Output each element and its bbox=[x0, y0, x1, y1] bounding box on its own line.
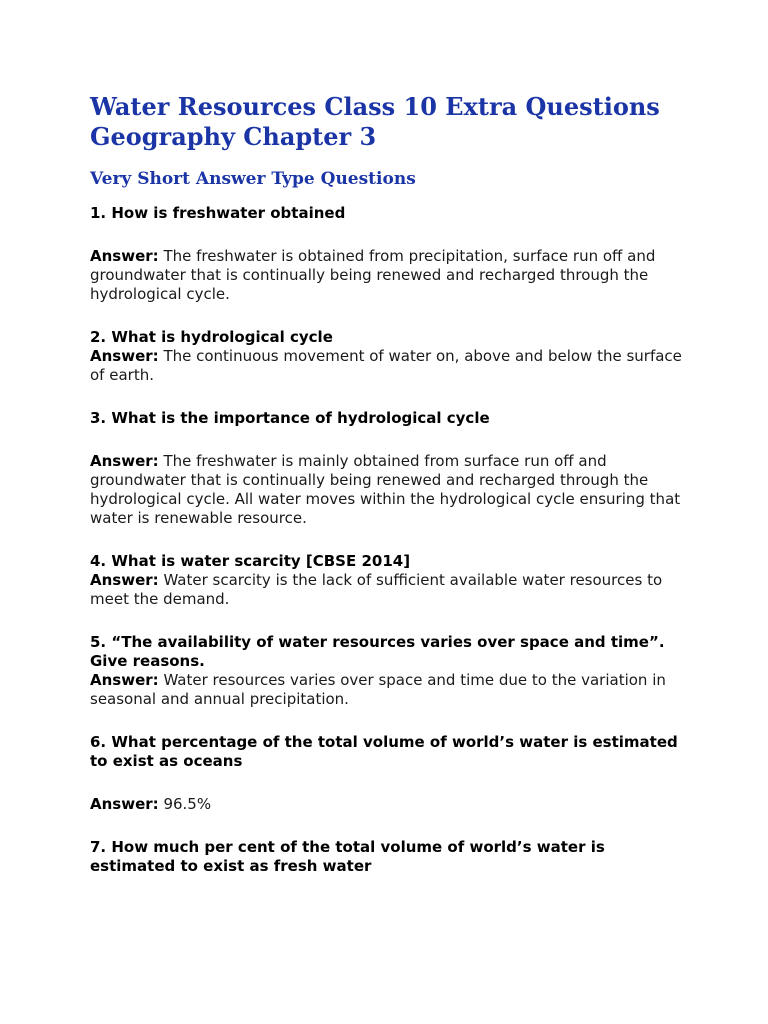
answer-text bbox=[90, 671, 688, 709]
answer-label: Answer: bbox=[90, 247, 159, 265]
page-title: Water Resources Class 10 Extra Questions Geography Chapter 3 bbox=[90, 92, 660, 151]
question-text: 3. What is the importance of hydrological cycle bbox=[90, 409, 490, 427]
qa-item bbox=[90, 204, 688, 304]
answer-text bbox=[90, 571, 688, 609]
answer-label: Answer: bbox=[90, 795, 159, 813]
document-page bbox=[90, 92, 688, 876]
qa-item bbox=[90, 733, 688, 814]
answer-text bbox=[90, 795, 688, 814]
question-text: 5. “The availability of water resources varies over space and time”. Give reasons. bbox=[90, 633, 665, 670]
qa-item bbox=[90, 552, 688, 609]
qa-item bbox=[90, 328, 688, 385]
answer-body: Water scarcity is the lack of sufficient available water resources to meet the demand. bbox=[90, 571, 663, 608]
question-text: 7. How much per cent of the total volume of world’s water is estimated to exist as fresh water bbox=[90, 838, 605, 875]
answer-text bbox=[90, 347, 688, 385]
section-heading: Very Short Answer Type Questions bbox=[90, 169, 416, 189]
answer-text bbox=[90, 247, 688, 304]
answer-body: The freshwater is obtained from precipitation, surface run off and groundwater that is continually being renewed and recharged through the hydrological cycle. bbox=[90, 247, 656, 303]
question-text: 6. What percentage of the total volume of world’s water is estimated to exist as oceans bbox=[90, 733, 678, 770]
qa-item bbox=[90, 409, 688, 528]
answer-text bbox=[90, 452, 688, 528]
answer-label: Answer: bbox=[90, 347, 159, 365]
answer-body: 96.5% bbox=[163, 795, 212, 813]
answer-label: Answer: bbox=[90, 571, 159, 589]
answer-body: Water resources varies over space and time due to the variation in seasonal and annual precipitation. bbox=[90, 671, 666, 708]
answer-label: Answer: bbox=[90, 671, 159, 689]
answer-body: The freshwater is mainly obtained from surface run off and groundwater that is continually being renewed and recharged through the hydrological cycle. All water moves within the hydrological cycle ensuring that water is renewable resource. bbox=[90, 452, 681, 527]
answer-label: Answer: bbox=[90, 452, 159, 470]
question-text: 1. How is freshwater obtained bbox=[90, 204, 346, 222]
question-text: 4. What is water scarcity [CBSE 2014] bbox=[90, 552, 411, 570]
answer-body: The continuous movement of water on, above and below the surface of earth. bbox=[90, 347, 682, 384]
qa-item bbox=[90, 838, 688, 876]
qa-item bbox=[90, 633, 688, 709]
question-text: 2. What is hydrological cycle bbox=[90, 328, 333, 346]
